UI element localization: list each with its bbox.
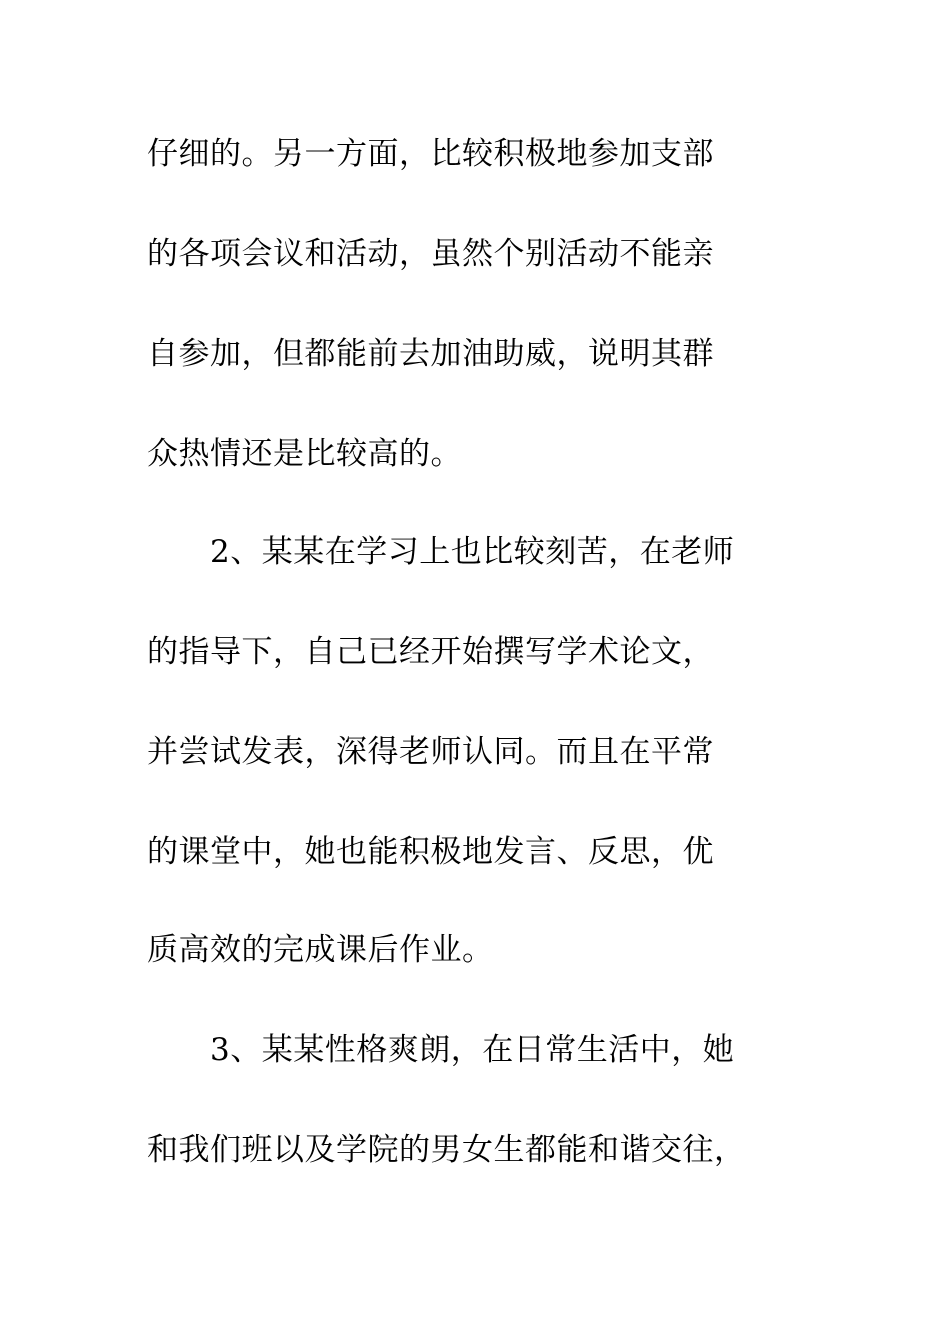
text-line: 2、某某在学习上也比较刻苦，在老师 xyxy=(210,534,735,570)
text-line: 质高效的完成课后作业。 xyxy=(147,932,494,968)
text-line: 众热情还是比较高的。 xyxy=(147,436,462,472)
text-line: 的课堂中，她也能积极地发言、反思，优 xyxy=(147,834,714,870)
text-line: 仔细的。另一方面，比较积极地参加支部 xyxy=(147,136,714,172)
text-line: 的各项会议和活动，虽然个别活动不能亲 xyxy=(147,236,714,272)
text-line: 的指导下，自己已经开始撰写学术论文， xyxy=(147,634,714,670)
text-line: 3、某某性格爽朗，在日常生活中，她 xyxy=(210,1032,735,1068)
text-line: 和我们班以及学院的男女生都能和谐交往， xyxy=(147,1132,746,1168)
text-line: 并尝试发表，深得老师认同。而且在平常 xyxy=(147,734,714,770)
text-line: 自参加，但都能前去加油助威，说明其群 xyxy=(147,336,714,372)
